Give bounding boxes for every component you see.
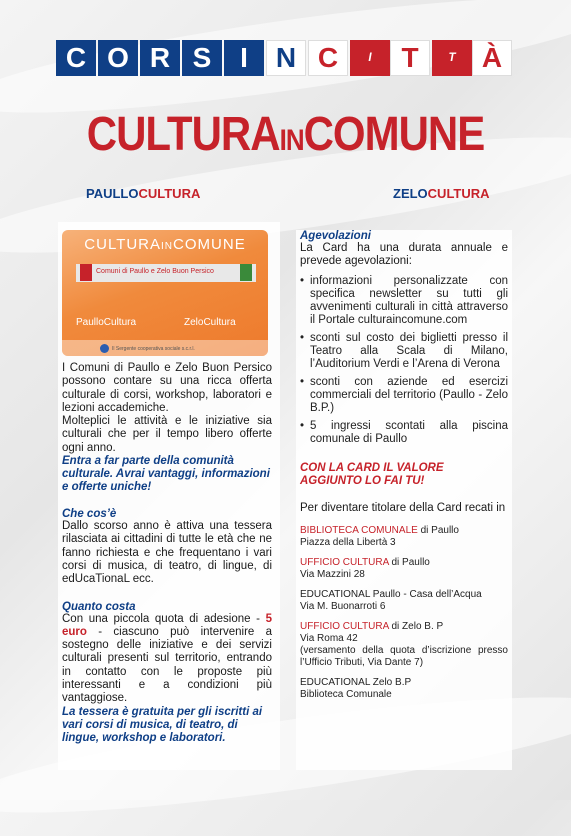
location-title xyxy=(300,557,508,569)
subtitle-part: PAULLO xyxy=(86,186,139,201)
brand-letter: O xyxy=(98,40,138,76)
brand-letter: R xyxy=(140,40,180,76)
left-text xyxy=(62,362,272,745)
location-line: Piazza della Libertà 3 xyxy=(300,537,396,549)
price-text: 5 euro xyxy=(62,612,272,638)
benefits-list xyxy=(300,275,508,447)
brand-letter: C xyxy=(56,40,96,76)
list-item: • informazioni personalizzate con specifica newsletter su tutti gli avvenimenti culturali in città attraverso il Portale culturaincomune.com xyxy=(300,275,508,328)
location-line: Via M. Buonarroti 6 xyxy=(300,601,386,613)
brand-logo xyxy=(56,40,514,76)
subtitle-part: CULTURA xyxy=(427,186,490,201)
slogan: CON LA CARD IL VALORE AGGIUNTO LO FAI TU! xyxy=(300,462,444,488)
card-footer-text: Il Sergente cooperativa sociale s.c.r.l. xyxy=(112,346,195,352)
location-name: UFFICIO CULTURA xyxy=(300,557,389,569)
heading-agevolazioni: Agevolazioni xyxy=(300,230,371,242)
location-suffix: di Paullo xyxy=(388,557,430,569)
location-title xyxy=(300,677,508,689)
zelo-crest-icon xyxy=(240,264,252,281)
location-line: Via Mazzini 28 xyxy=(300,569,365,581)
location-title xyxy=(300,589,508,601)
location-suffix: di Zelo B. P xyxy=(388,621,444,633)
intro-paragraph-2: Molteplici le attività e le iniziative sia culturali che per il tempo libero offerte ogni anno. xyxy=(62,415,272,454)
location-line: (versamento della quota d’iscrizione presso l’Ufficio Tributi, Via Dante 7) xyxy=(300,645,508,669)
text-part: - ciascuno può intervenire a sostegno delle iniziative e dei servizi culturali presenti sul territorio, entrando in contatto con le proposte più interessanti e a condizioni più vantaggiose. xyxy=(62,625,272,705)
card-band-text: Comuni di Paullo e Zelo Buon Persico xyxy=(96,268,214,275)
location-item xyxy=(300,557,508,581)
location-suffix: - Casa dell’Acqua xyxy=(400,589,482,601)
heading-che-cose: Che cos’è xyxy=(62,508,117,521)
location-name: EDUCATIONAL Zelo B.P xyxy=(300,677,412,689)
right-text xyxy=(300,230,508,701)
location-line: Biblioteca Comunale xyxy=(300,689,392,701)
list-item: • sconti con aziende ed esercizi commerciali del territorio (Paullo - Zelo B.P.) xyxy=(300,376,508,416)
title-part: IN xyxy=(279,122,304,157)
membership-card xyxy=(62,230,268,356)
brand-letter: T xyxy=(432,40,472,76)
subtitle-zelo xyxy=(393,186,490,201)
list-item: • sconti sul costo dei biglietti presso il Teatro alla Scala di Milano, l’Auditorium Verdi e l’Arena di Verona xyxy=(300,332,508,372)
location-title xyxy=(300,525,508,537)
list-item: • 5 ingressi scontati alla piscina comunale di Paullo xyxy=(300,420,508,447)
location-item xyxy=(300,677,508,701)
page-title xyxy=(0,106,571,161)
card-title-part: IN xyxy=(161,241,174,252)
card-title xyxy=(62,236,268,253)
subtitle-part: ZELO xyxy=(393,186,428,201)
location-item xyxy=(300,621,508,669)
subtitle-paullo xyxy=(86,186,200,201)
location-name: EDUCATIONAL Paullo xyxy=(300,589,401,601)
intro-emphasis: Entra a far parte della comunità culturale. Avrai vantaggi, informazioni e offerte uniche! xyxy=(62,455,270,494)
card-title-part: COMUNE xyxy=(173,236,246,253)
brand-letter: I xyxy=(224,40,264,76)
card-zelo-label: ZeloCultura xyxy=(184,317,236,328)
location-item xyxy=(300,525,508,549)
brand-letter: T xyxy=(390,40,430,76)
paullo-crest-icon xyxy=(80,264,92,281)
left-column xyxy=(58,222,280,770)
cooperative-logo-icon xyxy=(100,344,109,353)
text-part: Con una piccola quota di adesione - xyxy=(62,612,260,625)
paragraph-quanto-costa xyxy=(62,613,272,706)
subtitle-part: CULTURA xyxy=(138,186,201,201)
recati-paragraph: Per diventare titolare della Card recati in xyxy=(300,502,506,515)
brand-letter: I xyxy=(350,40,390,76)
location-title xyxy=(300,621,508,633)
location-item xyxy=(300,589,508,613)
right-column xyxy=(296,230,512,770)
title-part: CULTURA xyxy=(86,106,280,161)
paragraph-che-cose: Dallo scorso anno è attiva una tessera rilasciata ai cittadini di tutte le età che ne fanno richiesta e che frequentano i vari corsi di musica, di teatro, di lingue, di edUcaTionaL ecc. xyxy=(62,520,272,586)
card-paullo-label: PaulloCultura xyxy=(76,317,137,328)
agevolazioni-paragraph: La Card ha una durata annuale e prevede agevolazioni: xyxy=(300,242,508,268)
heading-quanto-costa: Quanto costa xyxy=(62,600,136,613)
location-line: Via Roma 42 xyxy=(300,633,358,645)
location-name: UFFICIO CULTURA xyxy=(300,621,389,633)
brand-letter: C xyxy=(308,40,348,76)
brand-letter: À xyxy=(472,40,512,76)
location-name: BIBLIOTECA COMUNALE xyxy=(300,525,418,537)
location-suffix: di Paullo xyxy=(417,525,459,537)
intro-paragraph: I Comuni di Paullo e Zelo Buon Persico possono contare su una ricca offerta culturale di corsi, workshop, laboratori e lezioni accademiche. xyxy=(62,362,272,414)
free-card-emphasis: La tessera è gratuita per gli iscritti ai vari corsi di musica, di teatro, di lingue, workshop e laboratori. xyxy=(62,705,263,744)
brand-letter: S xyxy=(182,40,222,76)
brand-letter: N xyxy=(266,40,306,76)
card-title-part: CULTURA xyxy=(84,236,162,253)
title-part: COMUNE xyxy=(303,106,485,161)
